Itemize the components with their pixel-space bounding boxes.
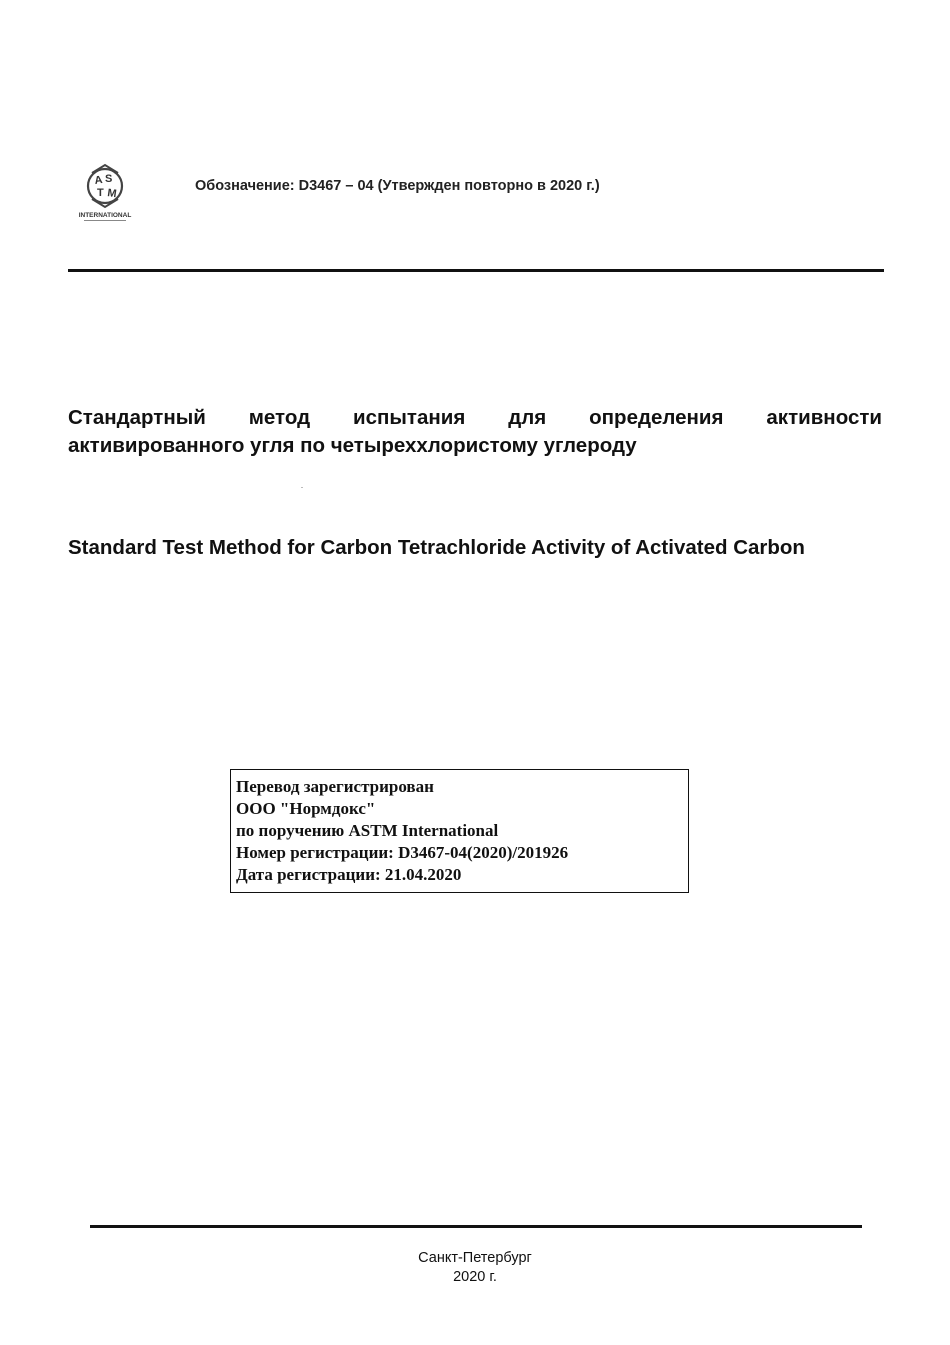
footer-city: Санкт-Петербург [418,1250,532,1266]
title-word: для [508,406,547,429]
title-english: Standard Test Method for Carbon Tetrachloride Activity of Activated Carbon [68,536,805,559]
title-word: Стандартный [68,406,206,429]
title-word: определения [589,406,724,429]
svg-text:S: S [105,173,113,185]
svg-text:T: T [97,187,104,199]
title-russian-line1 [68,404,882,432]
registration-line: ООО "Нормдокс" [236,799,376,818]
title-word: испытания [353,406,466,429]
title-word: активности [766,406,882,429]
svg-text:M: M [106,187,118,201]
astm-logo [78,163,132,223]
registration-line: по поручению ASTM International [236,821,499,840]
logo-subtext: INTERNATIONAL [78,212,132,219]
top-divider [68,269,884,272]
svg-text:A: A [93,173,104,187]
scan-speck [301,487,303,488]
title-russian-line2: активированного угля по четыреххлористому углероду [68,434,637,457]
title-russian [68,404,882,460]
registration-number: Номер регистрации: D3467-04(2020)/201926 [236,843,569,862]
registration-line: Перевод зарегистрирован [236,777,434,796]
astm-logo-icon [78,163,132,223]
registration-date: Дата регистрации: 21.04.2020 [236,865,462,884]
footer [0,1249,950,1287]
title-word: метод [248,406,311,429]
registration-box [230,769,689,893]
bottom-divider [90,1225,862,1228]
footer-year: 2020 г. [453,1269,497,1285]
document-designation: Обозначение: D3467 – 04 (Утвержден повторно в 2020 г.) [195,178,600,194]
